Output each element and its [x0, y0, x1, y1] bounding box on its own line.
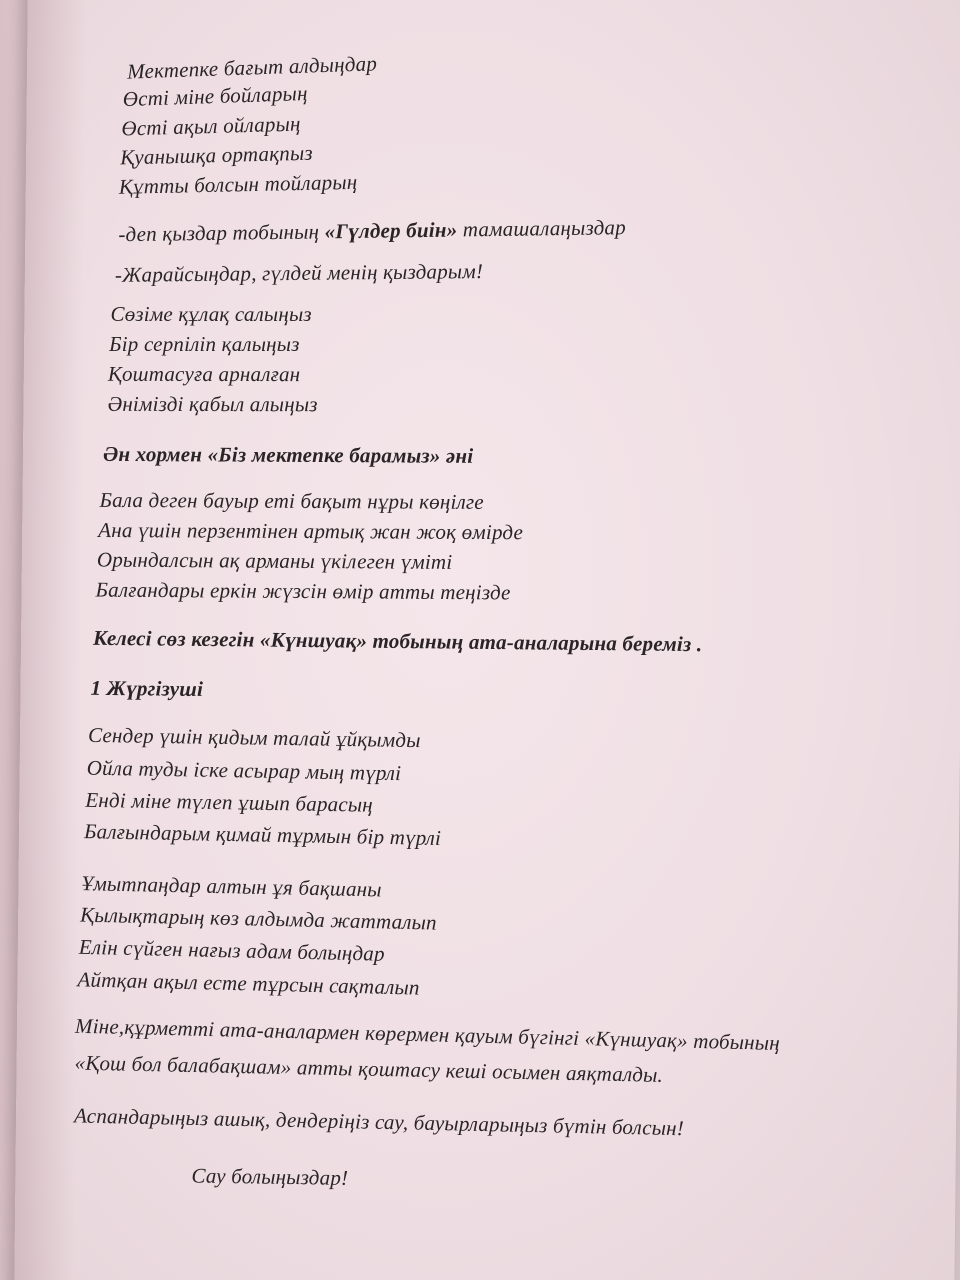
- poem-line: Сөзіме құлақ салыңыз: [110, 302, 312, 327]
- song-line: Орындалсын ақ арманы үкілеген үміті: [96, 547, 453, 574]
- song-line: Ана үшін перзентінен артық жан жоқ өмірде: [98, 517, 524, 545]
- closing-line: Міне,құрметті ата-аналармен көрермен қауым бүгінгі «Күншуақ» тобының: [74, 1013, 781, 1055]
- poem-line: Құтты болсын тойларың: [118, 169, 358, 199]
- next-speaker-line: Келесі сөз кезегін «Күншуақ» тобының ата-аналарына береміз .: [92, 625, 703, 657]
- praise-line: -Жарайсыңдар, гүлдей менің қыздарым!: [114, 259, 484, 287]
- intro-text-end: тамашалаңыздар: [462, 215, 626, 242]
- host-poem-line: Сендер үшін қидым талай ұйқымды: [87, 722, 421, 753]
- intro-sentence: [118, 215, 626, 247]
- poem-line: Өсті міне бойларың: [122, 80, 309, 112]
- poem-line: Мектепке бағыт алдыңдар: [126, 51, 378, 84]
- intro-text: -деп қыздар тобының: [118, 219, 320, 247]
- farewell-line: Сау болыңыздар!: [191, 1163, 349, 1190]
- poem-line: Әнімізді қабыл алыңыз: [107, 391, 318, 417]
- host-poem-line: Балғындарым қимай тұрмын бір түрлі: [83, 819, 442, 851]
- wishes-line: Аспандарыңыз ашық, дендеріңіз сау, бауырларыңыз бүтін болсын!: [73, 1103, 685, 1141]
- host-poem-line: Қылықтарың көз алдымда жатталып: [79, 902, 438, 935]
- host-poem-line: Ойла туды іске асырар мың түрлі: [86, 755, 402, 786]
- paper-sheet: [14, 0, 960, 1280]
- poem-line: Қоштасуға арналған: [107, 361, 301, 387]
- dance-title: «Гүлдер биін»: [324, 217, 458, 244]
- host-heading: 1 Жүргізуші: [90, 675, 204, 701]
- poem-line: Бір серпіліп қалыңыз: [109, 331, 300, 356]
- host-poem-line: Елін сүйген нағыз адам болыңдар: [78, 934, 385, 966]
- host-poem-line: Енді міне түлеп ұшып барасың: [85, 787, 374, 817]
- song-line: Бала деген бауыр еті бақыт нұры көңілге: [99, 487, 484, 514]
- song-line: Балғандары еркін жүзсін өмір атты теңізде: [95, 577, 511, 605]
- host-poem-line: Ұмытпаңдар алтын ұя бақшаны: [81, 871, 382, 902]
- host-poem-line: Айтқан ақыл есте тұрсын сақталып: [77, 967, 420, 1000]
- song-heading: Ән хормен «Біз мектепке барамыз» әні: [102, 441, 474, 468]
- poem-line: Қуанышқа ортақпыз: [119, 140, 314, 170]
- closing-line: «Қош бол балабақшам» атты қоштасу кеші осымен аяқталды.: [74, 1050, 664, 1087]
- poem-line: Өсті ақыл ойларың: [121, 111, 301, 141]
